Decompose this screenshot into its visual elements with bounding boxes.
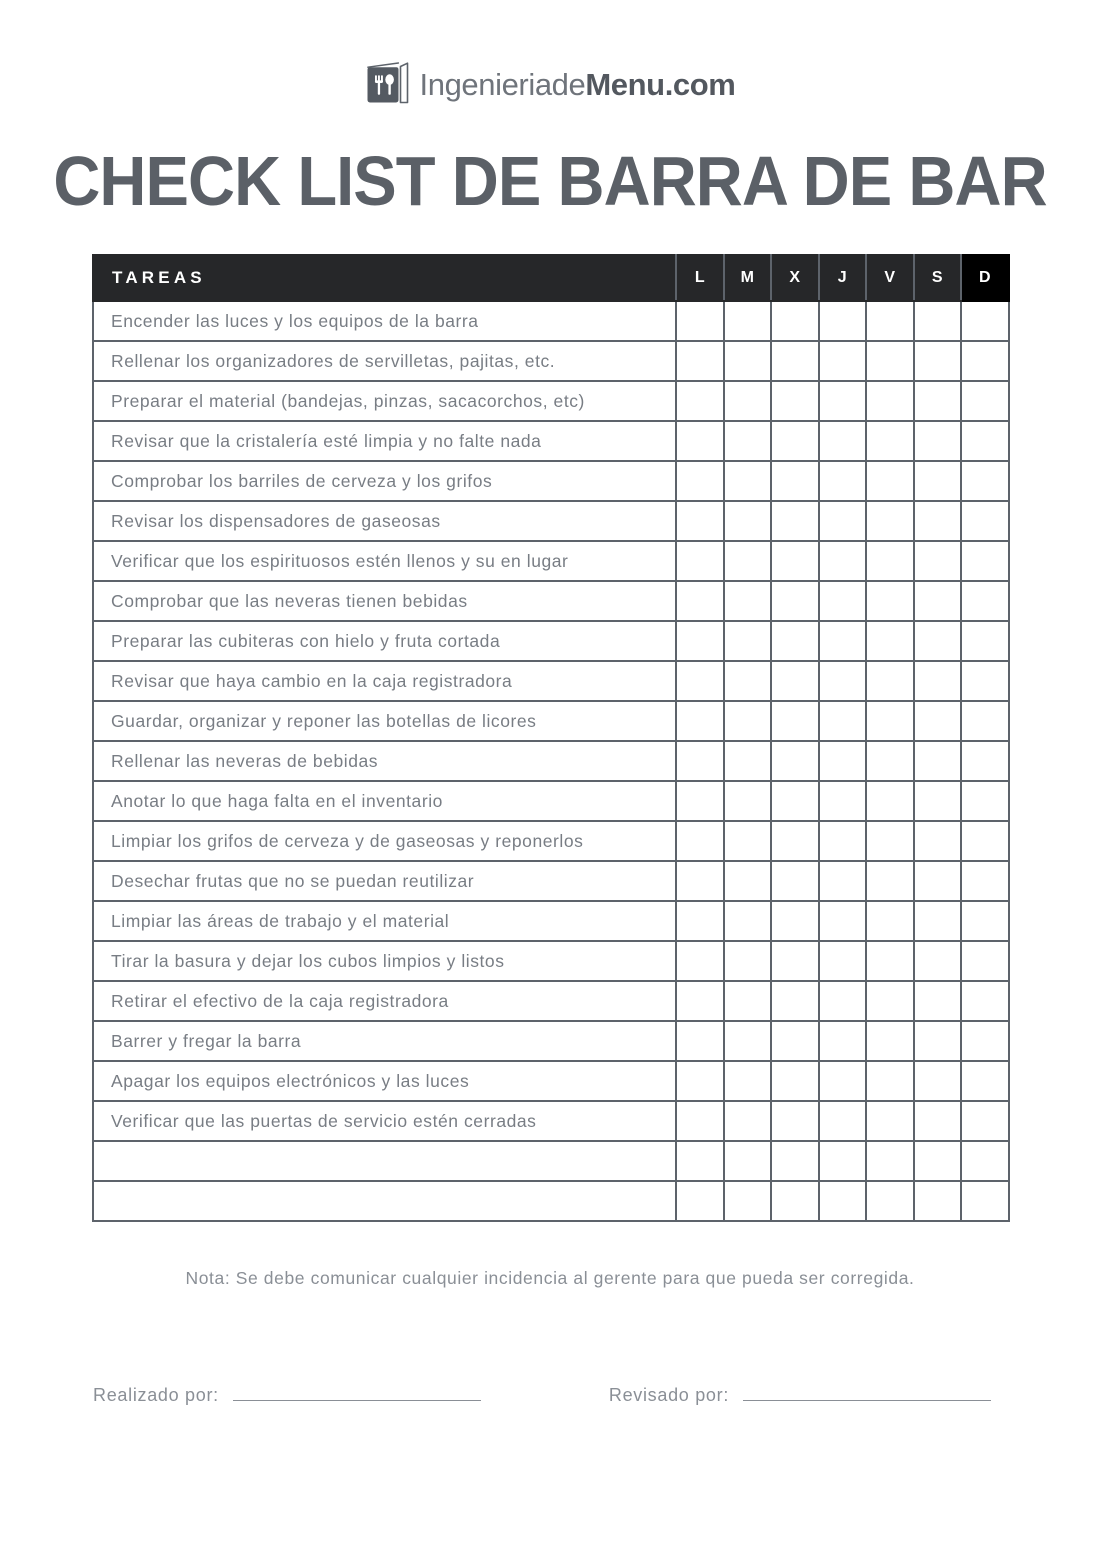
checkbox-cell-s[interactable] bbox=[914, 941, 962, 981]
checkbox-cell-d[interactable] bbox=[961, 301, 1009, 341]
checkbox-cell-m[interactable] bbox=[724, 541, 772, 581]
checkbox-cell-m[interactable] bbox=[724, 821, 772, 861]
task-label: Desechar frutas que no se puedan reutilizar bbox=[93, 861, 676, 901]
checkbox-cell-j[interactable] bbox=[819, 381, 867, 421]
brand-logo bbox=[0, 0, 1100, 110]
task-label: Limpiar las áreas de trabajo y el material bbox=[93, 901, 676, 941]
table-row bbox=[93, 1181, 1009, 1221]
checkbox-cell-s[interactable] bbox=[914, 501, 962, 541]
checkbox-cell-l[interactable] bbox=[676, 821, 724, 861]
checkbox-cell-v[interactable] bbox=[866, 821, 914, 861]
checkbox-cell-d[interactable] bbox=[961, 981, 1009, 1021]
checkbox-cell-v[interactable] bbox=[866, 421, 914, 461]
checkbox-cell-v[interactable] bbox=[866, 341, 914, 381]
task-label: Tirar la basura y dejar los cubos limpios y listos bbox=[93, 941, 676, 981]
table-row bbox=[93, 541, 1009, 581]
done-by-group bbox=[93, 1385, 481, 1406]
reviewed-by-group bbox=[609, 1385, 991, 1406]
done-by-field[interactable] bbox=[233, 1386, 481, 1401]
checkbox-cell-x[interactable] bbox=[771, 741, 819, 781]
task-label: Rellenar los organizadores de servilletas, pajitas, etc. bbox=[93, 341, 676, 381]
checkbox-cell-j[interactable] bbox=[819, 861, 867, 901]
table-row bbox=[93, 821, 1009, 861]
checkbox-cell-v[interactable] bbox=[866, 901, 914, 941]
checkbox-cell-j[interactable] bbox=[819, 1141, 867, 1181]
checkbox-cell-l[interactable] bbox=[676, 421, 724, 461]
checkbox-cell-l[interactable] bbox=[676, 941, 724, 981]
checkbox-cell-m[interactable] bbox=[724, 581, 772, 621]
checkbox-cell-s[interactable] bbox=[914, 1141, 962, 1181]
checkbox-cell-l[interactable] bbox=[676, 861, 724, 901]
checkbox-cell-d[interactable] bbox=[961, 1061, 1009, 1101]
checkbox-cell-s[interactable] bbox=[914, 861, 962, 901]
table-row bbox=[93, 1061, 1009, 1101]
checkbox-cell-m[interactable] bbox=[724, 461, 772, 501]
checkbox-cell-d[interactable] bbox=[961, 421, 1009, 461]
table-row bbox=[93, 741, 1009, 781]
checkbox-cell-l[interactable] bbox=[676, 341, 724, 381]
checkbox-cell-s[interactable] bbox=[914, 821, 962, 861]
checkbox-cell-j[interactable] bbox=[819, 821, 867, 861]
checkbox-cell-s[interactable] bbox=[914, 301, 962, 341]
checkbox-cell-s[interactable] bbox=[914, 901, 962, 941]
checkbox-cell-x[interactable] bbox=[771, 621, 819, 661]
checkbox-cell-s[interactable] bbox=[914, 661, 962, 701]
brand-name-bold: Menu.com bbox=[585, 66, 736, 102]
checkbox-cell-m[interactable] bbox=[724, 341, 772, 381]
checkbox-cell-s[interactable] bbox=[914, 701, 962, 741]
checkbox-cell-s[interactable] bbox=[914, 741, 962, 781]
table-row bbox=[93, 981, 1009, 1021]
checkbox-cell-x[interactable] bbox=[771, 381, 819, 421]
checkbox-cell-m[interactable] bbox=[724, 941, 772, 981]
checkbox-cell-d[interactable] bbox=[961, 1021, 1009, 1061]
checkbox-cell-d[interactable] bbox=[961, 1181, 1009, 1221]
table-row bbox=[93, 701, 1009, 741]
checkbox-cell-l[interactable] bbox=[676, 1021, 724, 1061]
table-row bbox=[93, 341, 1009, 381]
checkbox-cell-d[interactable] bbox=[961, 621, 1009, 661]
table-row bbox=[93, 381, 1009, 421]
checkbox-cell-v[interactable] bbox=[866, 981, 914, 1021]
checkbox-cell-d[interactable] bbox=[961, 821, 1009, 861]
checkbox-cell-x[interactable] bbox=[771, 1101, 819, 1141]
task-label: Revisar los dispensadores de gaseosas bbox=[93, 501, 676, 541]
checkbox-cell-j[interactable] bbox=[819, 1181, 867, 1221]
checkbox-cell-m[interactable] bbox=[724, 861, 772, 901]
table-row bbox=[93, 621, 1009, 661]
checkbox-cell-m[interactable] bbox=[724, 421, 772, 461]
checkbox-cell-v[interactable] bbox=[866, 461, 914, 501]
checkbox-cell-d[interactable] bbox=[961, 901, 1009, 941]
checkbox-cell-x[interactable] bbox=[771, 901, 819, 941]
checkbox-cell-j[interactable] bbox=[819, 741, 867, 781]
checkbox-cell-d[interactable] bbox=[961, 341, 1009, 381]
fork-spoon-menu-icon bbox=[365, 61, 411, 107]
checkbox-cell-v[interactable] bbox=[866, 541, 914, 581]
reviewed-by-field[interactable] bbox=[743, 1386, 991, 1401]
checkbox-cell-l[interactable] bbox=[676, 461, 724, 501]
checkbox-cell-x[interactable] bbox=[771, 861, 819, 901]
checkbox-cell-m[interactable] bbox=[724, 301, 772, 341]
checklist-table bbox=[92, 254, 1010, 1222]
checkbox-cell-j[interactable] bbox=[819, 1101, 867, 1141]
checkbox-cell-l[interactable] bbox=[676, 781, 724, 821]
checkbox-cell-l[interactable] bbox=[676, 1061, 724, 1101]
checkbox-cell-s[interactable] bbox=[914, 421, 962, 461]
table-row bbox=[93, 421, 1009, 461]
checkbox-cell-v[interactable] bbox=[866, 941, 914, 981]
checkbox-cell-v[interactable] bbox=[866, 381, 914, 421]
checkbox-cell-v[interactable] bbox=[866, 581, 914, 621]
checkbox-cell-x[interactable] bbox=[771, 701, 819, 741]
checkbox-cell-m[interactable] bbox=[724, 1101, 772, 1141]
table-row bbox=[93, 661, 1009, 701]
table-row bbox=[93, 781, 1009, 821]
brand-wordmark bbox=[419, 66, 736, 102]
checkbox-cell-m[interactable] bbox=[724, 981, 772, 1021]
task-label bbox=[93, 1141, 676, 1181]
checkbox-cell-l[interactable] bbox=[676, 1141, 724, 1181]
checkbox-cell-v[interactable] bbox=[866, 301, 914, 341]
table-row bbox=[93, 581, 1009, 621]
checkbox-cell-s[interactable] bbox=[914, 1061, 962, 1101]
checkbox-cell-j[interactable] bbox=[819, 981, 867, 1021]
checkbox-cell-x[interactable] bbox=[771, 821, 819, 861]
checkbox-cell-d[interactable] bbox=[961, 1141, 1009, 1181]
checkbox-cell-s[interactable] bbox=[914, 381, 962, 421]
checkbox-cell-j[interactable] bbox=[819, 341, 867, 381]
checkbox-cell-v[interactable] bbox=[866, 701, 914, 741]
checkbox-cell-s[interactable] bbox=[914, 621, 962, 661]
table-row bbox=[93, 1141, 1009, 1181]
checkbox-cell-s[interactable] bbox=[914, 461, 962, 501]
table-row bbox=[93, 301, 1009, 341]
checkbox-cell-m[interactable] bbox=[724, 661, 772, 701]
checkbox-cell-v[interactable] bbox=[866, 861, 914, 901]
signature-footer bbox=[85, 1385, 1015, 1406]
task-label: Verificar que los espirituosos estén llenos y su en lugar bbox=[93, 541, 676, 581]
checkbox-cell-x[interactable] bbox=[771, 941, 819, 981]
checkbox-cell-s[interactable] bbox=[914, 1181, 962, 1221]
checkbox-cell-j[interactable] bbox=[819, 941, 867, 981]
task-label: Preparar el material (bandejas, pinzas, sacacorchos, etc) bbox=[93, 381, 676, 421]
task-label: Apagar los equipos electrónicos y las luces bbox=[93, 1061, 676, 1101]
checkbox-cell-v[interactable] bbox=[866, 661, 914, 701]
table-row bbox=[93, 901, 1009, 941]
table-row bbox=[93, 461, 1009, 501]
checkbox-cell-v[interactable] bbox=[866, 1021, 914, 1061]
checkbox-cell-l[interactable] bbox=[676, 661, 724, 701]
table-body bbox=[93, 301, 1009, 1221]
task-label: Rellenar las neveras de bebidas bbox=[93, 741, 676, 781]
checkbox-cell-v[interactable] bbox=[866, 781, 914, 821]
checkbox-cell-d[interactable] bbox=[961, 461, 1009, 501]
checkbox-cell-x[interactable] bbox=[771, 341, 819, 381]
checkbox-cell-d[interactable] bbox=[961, 741, 1009, 781]
checkbox-cell-j[interactable] bbox=[819, 301, 867, 341]
page-title: CHECK LIST DE BARRA DE BAR bbox=[53, 142, 1047, 220]
table-header-row bbox=[93, 255, 1009, 301]
checkbox-cell-l[interactable] bbox=[676, 541, 724, 581]
checkbox-cell-v[interactable] bbox=[866, 1141, 914, 1181]
checkbox-cell-x[interactable] bbox=[771, 301, 819, 341]
checkbox-cell-m[interactable] bbox=[724, 381, 772, 421]
checkbox-cell-v[interactable] bbox=[866, 1101, 914, 1141]
task-label: Comprobar que las neveras tienen bebidas bbox=[93, 581, 676, 621]
checkbox-cell-d[interactable] bbox=[961, 1101, 1009, 1141]
checkbox-cell-v[interactable] bbox=[866, 1181, 914, 1221]
checkbox-cell-l[interactable] bbox=[676, 381, 724, 421]
checkbox-cell-d[interactable] bbox=[961, 381, 1009, 421]
column-header-tareas: TAREAS bbox=[93, 255, 676, 301]
task-label: Limpiar los grifos de cerveza y de gaseosas y reponerlos bbox=[93, 821, 676, 861]
checkbox-cell-x[interactable] bbox=[771, 421, 819, 461]
task-label: Verificar que las puertas de servicio estén cerradas bbox=[93, 1101, 676, 1141]
checkbox-cell-x[interactable] bbox=[771, 581, 819, 621]
checkbox-cell-d[interactable] bbox=[961, 661, 1009, 701]
checkbox-cell-j[interactable] bbox=[819, 661, 867, 701]
checkbox-cell-x[interactable] bbox=[771, 461, 819, 501]
task-label: Encender las luces y los equipos de la barra bbox=[93, 301, 676, 341]
table-row bbox=[93, 861, 1009, 901]
checkbox-cell-x[interactable] bbox=[771, 1141, 819, 1181]
task-label: Revisar que la cristalería esté limpia y no falte nada bbox=[93, 421, 676, 461]
checkbox-cell-m[interactable] bbox=[724, 901, 772, 941]
checkbox-cell-x[interactable] bbox=[771, 1181, 819, 1221]
checkbox-cell-j[interactable] bbox=[819, 541, 867, 581]
checkbox-cell-d[interactable] bbox=[961, 861, 1009, 901]
checkbox-cell-x[interactable] bbox=[771, 781, 819, 821]
checkbox-cell-m[interactable] bbox=[724, 621, 772, 661]
checkbox-cell-j[interactable] bbox=[819, 1021, 867, 1061]
checkbox-cell-l[interactable] bbox=[676, 981, 724, 1021]
task-label: Anotar lo que haga falta en el inventario bbox=[93, 781, 676, 821]
column-header-day-miercoles: X bbox=[771, 255, 819, 301]
column-header-day-sabado: S bbox=[914, 255, 962, 301]
table-row bbox=[93, 1021, 1009, 1061]
checkbox-cell-l[interactable] bbox=[676, 301, 724, 341]
checkbox-cell-l[interactable] bbox=[676, 581, 724, 621]
checkbox-cell-d[interactable] bbox=[961, 541, 1009, 581]
task-label: Preparar las cubiteras con hielo y fruta cortada bbox=[93, 621, 676, 661]
task-label bbox=[93, 1181, 676, 1221]
checkbox-cell-s[interactable] bbox=[914, 981, 962, 1021]
checkbox-cell-m[interactable] bbox=[724, 741, 772, 781]
checkbox-cell-m[interactable] bbox=[724, 1021, 772, 1061]
checkbox-cell-j[interactable] bbox=[819, 501, 867, 541]
checkbox-cell-d[interactable] bbox=[961, 701, 1009, 741]
checkbox-cell-l[interactable] bbox=[676, 741, 724, 781]
column-header-day-domingo: D bbox=[961, 255, 1009, 301]
checkbox-cell-d[interactable] bbox=[961, 941, 1009, 981]
checkbox-cell-j[interactable] bbox=[819, 1061, 867, 1101]
task-label: Guardar, organizar y reponer las botellas de licores bbox=[93, 701, 676, 741]
checkbox-cell-s[interactable] bbox=[914, 781, 962, 821]
checkbox-cell-m[interactable] bbox=[724, 781, 772, 821]
brand-name-light: Ingenieriade bbox=[419, 66, 586, 102]
table-row bbox=[93, 1101, 1009, 1141]
column-header-day-lunes: L bbox=[676, 255, 724, 301]
checkbox-cell-x[interactable] bbox=[771, 501, 819, 541]
checkbox-cell-l[interactable] bbox=[676, 901, 724, 941]
task-label: Revisar que haya cambio en la caja registradora bbox=[93, 661, 676, 701]
checkbox-cell-j[interactable] bbox=[819, 901, 867, 941]
reviewed-by-label: Revisado por: bbox=[608, 1385, 730, 1405]
checkbox-cell-l[interactable] bbox=[676, 501, 724, 541]
column-header-day-viernes: V bbox=[866, 255, 914, 301]
column-header-day-martes: M bbox=[724, 255, 772, 301]
task-label: Barrer y fregar la barra bbox=[93, 1021, 676, 1061]
checkbox-cell-m[interactable] bbox=[724, 701, 772, 741]
checkbox-cell-s[interactable] bbox=[914, 341, 962, 381]
checkbox-cell-v[interactable] bbox=[866, 621, 914, 661]
checkbox-cell-x[interactable] bbox=[771, 541, 819, 581]
checkbox-cell-x[interactable] bbox=[771, 1061, 819, 1101]
column-header-day-jueves: J bbox=[819, 255, 867, 301]
checkbox-cell-x[interactable] bbox=[771, 1021, 819, 1061]
checkbox-cell-d[interactable] bbox=[961, 501, 1009, 541]
checkbox-cell-j[interactable] bbox=[819, 581, 867, 621]
checkbox-cell-s[interactable] bbox=[914, 1101, 962, 1141]
checkbox-cell-d[interactable] bbox=[961, 581, 1009, 621]
checkbox-cell-d[interactable] bbox=[961, 781, 1009, 821]
checkbox-cell-s[interactable] bbox=[914, 1021, 962, 1061]
table-row bbox=[93, 941, 1009, 981]
checkbox-cell-j[interactable] bbox=[819, 701, 867, 741]
checkbox-cell-j[interactable] bbox=[819, 421, 867, 461]
checkbox-cell-l[interactable] bbox=[676, 701, 724, 741]
checkbox-cell-x[interactable] bbox=[771, 661, 819, 701]
task-label: Comprobar los barriles de cerveza y los grifos bbox=[93, 461, 676, 501]
checkbox-cell-v[interactable] bbox=[866, 741, 914, 781]
checkbox-cell-j[interactable] bbox=[819, 781, 867, 821]
checkbox-cell-l[interactable] bbox=[676, 621, 724, 661]
checkbox-cell-l[interactable] bbox=[676, 1181, 724, 1221]
checkbox-cell-m[interactable] bbox=[724, 501, 772, 541]
checkbox-cell-v[interactable] bbox=[866, 501, 914, 541]
checkbox-cell-m[interactable] bbox=[724, 1061, 772, 1101]
done-by-label: Realizado por: bbox=[93, 1385, 219, 1405]
checklist-table-container bbox=[92, 254, 1008, 1222]
table-head bbox=[93, 255, 1009, 301]
note-text: Nota: Se debe comunicar cualquier incidencia al gerente para que pueda ser corregida. bbox=[185, 1268, 915, 1288]
task-label: Retirar el efectivo de la caja registradora bbox=[93, 981, 676, 1021]
checkbox-cell-x[interactable] bbox=[771, 981, 819, 1021]
checkbox-cell-s[interactable] bbox=[914, 541, 962, 581]
checkbox-cell-m[interactable] bbox=[724, 1181, 772, 1221]
checkbox-cell-l[interactable] bbox=[676, 1101, 724, 1141]
checkbox-cell-j[interactable] bbox=[819, 621, 867, 661]
checkbox-cell-v[interactable] bbox=[866, 1061, 914, 1101]
checkbox-cell-s[interactable] bbox=[914, 581, 962, 621]
checkbox-cell-j[interactable] bbox=[819, 461, 867, 501]
checkbox-cell-m[interactable] bbox=[724, 1141, 772, 1181]
table-row bbox=[93, 501, 1009, 541]
